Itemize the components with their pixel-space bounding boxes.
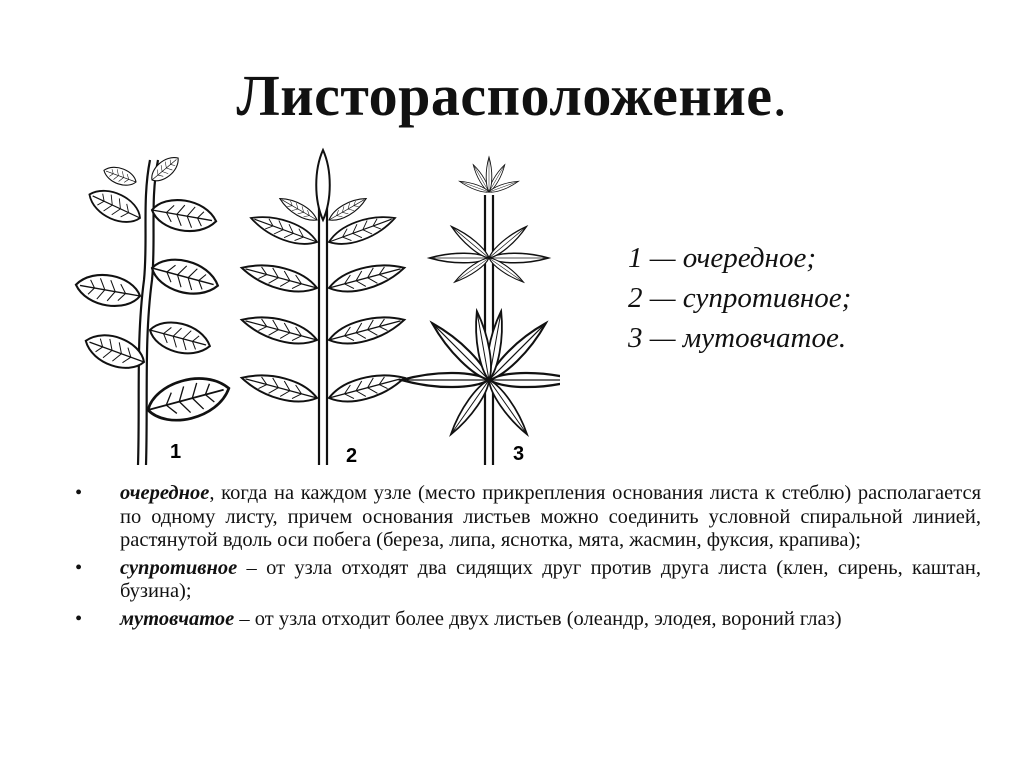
legend-item-whorled: 3 — мутовчатое. <box>628 322 847 354</box>
bullet-marker: • <box>75 556 83 579</box>
plant-label-2: 2 <box>346 445 358 467</box>
plant-label-3: 3 <box>513 443 525 465</box>
plant-alternate <box>73 152 234 465</box>
term-whorled: мутовчатое <box>120 607 235 630</box>
legend-item-opposite: 2 — супротивное; <box>628 282 852 314</box>
definition-whorled <box>75 608 981 632</box>
plant-label-1: 1 <box>170 441 182 463</box>
title-text: Листорасположение <box>236 63 773 128</box>
term-alternate: очередное <box>120 482 210 504</box>
plant-whorled <box>402 157 561 465</box>
definition-alternate <box>75 482 981 553</box>
legend <box>628 238 851 358</box>
definition-text: , когда на каждом узле (место прикрепления основания листа к стеблю) располагается по одному листу, причем основания листьев можно соединить условной спиральной линией, растянутой вдоль оси побега (береза, липа, яснотка, мята, жасмин, фуксия, крапива); <box>120 482 981 551</box>
legend-item-alternate: 1 — очередное; <box>628 242 816 274</box>
term-opposite: супротивное <box>120 556 238 579</box>
page-title <box>0 62 1024 129</box>
definition-text: – от узла отходит более двух листьев (олеандр, элодея, вороний глаз) <box>234 607 842 630</box>
definition-list <box>75 482 981 635</box>
bullet-marker: • <box>75 482 83 504</box>
phyllotaxis-illustration <box>40 140 560 480</box>
plant-opposite <box>239 150 407 465</box>
definition-opposite <box>75 557 981 604</box>
definition-text: – от узла отходят два сидящих друг против друга листа (клен, сирень, каштан, бузина); <box>120 556 981 602</box>
title-dot: . <box>772 63 788 128</box>
bullet-marker: • <box>75 607 83 630</box>
